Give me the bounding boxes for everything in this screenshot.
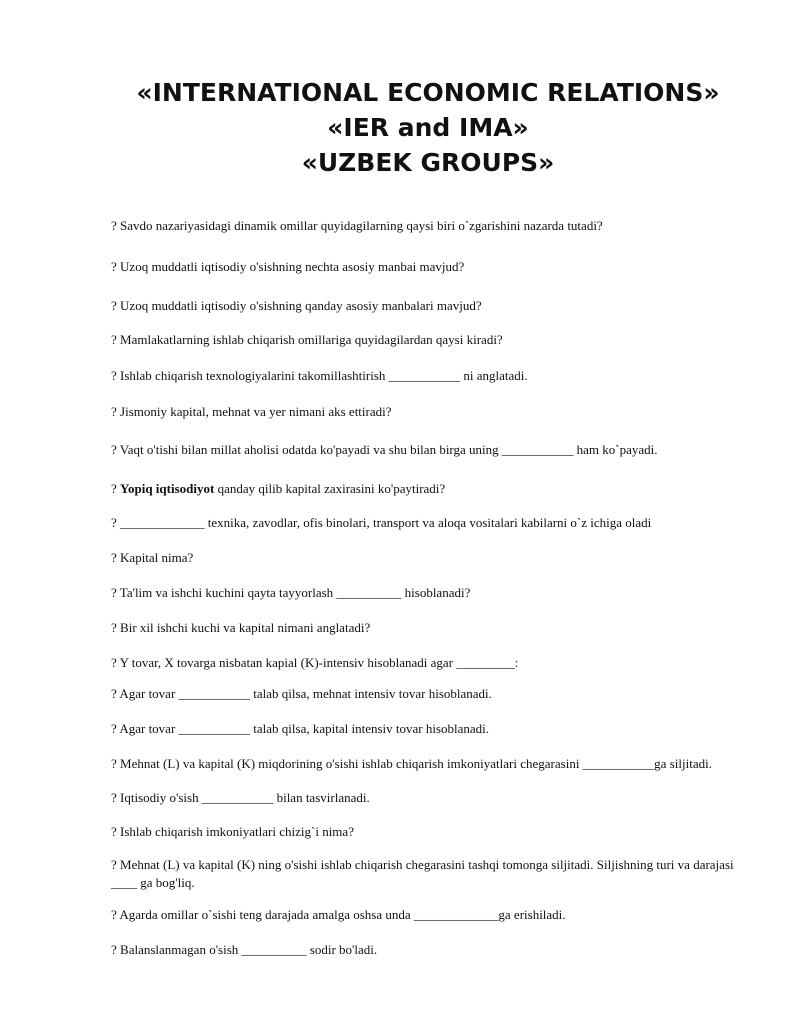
question-text: Iqtisodiy o'sish ___________ bilan tasvirlanadi.: [120, 790, 370, 805]
question-text: Ta'lim va ishchi kuchini qayta tayyorlash __________ hisoblanadi?: [119, 585, 471, 600]
question-item: [111, 403, 751, 421]
question-mark: ?: [111, 404, 117, 419]
question-item: [111, 584, 751, 602]
question-mark: ?: [111, 790, 117, 805]
question-item: [111, 823, 751, 841]
question-item: [111, 856, 751, 892]
question-text: Ishlab chiqarish texnologiyalarini takomillashtirish ___________ ni anglatadi.: [120, 368, 528, 383]
document-title: [0, 75, 800, 180]
question-mark: ?: [111, 686, 117, 701]
question-text: Y tovar, X tovarga nisbatan kapial (K)-intensiv hisoblanadi agar _________:: [119, 655, 519, 670]
question-item: [111, 441, 751, 459]
question-text: Mehnat (L) va kapital (K) ning o'sishi ishlab chiqarish chegarasini tashqi tomonga siljitadi. Siljishning turi va darajasi ____ ga bog'liq.: [111, 857, 734, 890]
question-text: qanday qilib kapital zaxirasini ko'paytiradi?: [214, 481, 446, 496]
question-mark: ?: [111, 824, 117, 839]
question-item: [111, 367, 751, 385]
question-item: [111, 217, 751, 235]
question-item: [111, 331, 751, 349]
question-item: [111, 480, 751, 498]
question-item: [111, 297, 751, 315]
question-text: Vaqt o'tishi bilan millat aholisi odatda ko'payadi va shu bilan birga uning ___________ ham ko`payadi.: [119, 442, 658, 457]
title-line-2: «IER and IMA»: [327, 113, 529, 142]
question-text: _____________ texnika, zavodlar, ofis binolari, transport va aloqa vositalari kabilarni o`z ichiga oladi: [120, 515, 652, 530]
question-text: Mehnat (L) va kapital (K) miqdorining o'sishi ishlab chiqarish imkoniyatlari chegarasini ___________ga siljitadi.: [120, 756, 712, 771]
question-mark: ?: [111, 550, 117, 565]
question-item: [111, 941, 751, 959]
question-item: [111, 619, 751, 637]
question-text: Bir xil ishchi kuchi va kapital nimani anglatadi?: [120, 620, 371, 635]
question-mark: ?: [111, 218, 117, 233]
question-mark: ?: [111, 515, 117, 530]
question-mark: ?: [111, 620, 117, 635]
question-item: [111, 685, 751, 703]
title-line-1: «INTERNATIONAL ECONOMIC RELATIONS»: [136, 78, 720, 107]
question-mark: ?: [111, 585, 117, 600]
question-mark: ?: [111, 857, 117, 872]
question-text: Agarda omillar o`sishi teng darajada amalga oshsa unda _____________ga erishiladi.: [119, 907, 566, 922]
question-mark: ?: [111, 442, 117, 457]
question-item: [111, 789, 751, 807]
question-text: Mamlakatlarning ishlab chiqarish omillariga quyidagilardan qaysi kiradi?: [120, 332, 503, 347]
question-bold-term: Yopiq iqtisodiyot: [120, 481, 215, 496]
question-mark: ?: [111, 721, 117, 736]
question-item: [111, 720, 751, 738]
question-mark: ?: [111, 655, 117, 670]
question-text: Agar tovar ___________ talab qilsa, kapital intensiv tovar hisoblanadi.: [119, 721, 490, 736]
question-text: Jismoniy kapital, mehnat va yer nimani aks ettiradi?: [120, 404, 392, 419]
question-mark: ?: [111, 332, 117, 347]
question-text: Agar tovar ___________ talab qilsa, mehnat intensiv tovar hisoblanadi.: [119, 686, 492, 701]
question-item: [111, 514, 751, 532]
question-item: [111, 906, 751, 924]
question-item: [111, 755, 751, 773]
question-mark: ?: [111, 481, 117, 496]
question-item: [111, 654, 751, 672]
question-text: Kapital nima?: [120, 550, 194, 565]
question-mark: ?: [111, 942, 117, 957]
question-text: Uzoq muddatli iqtisodiy o'sishning qanday asosiy manbalari mavjud?: [120, 298, 482, 313]
question-mark: ?: [111, 907, 117, 922]
question-item: [111, 258, 751, 276]
question-mark: ?: [111, 756, 117, 771]
question-text: Savdo nazariyasidagi dinamik omillar quyidagilarning qaysi biri o`zgarishini nazarda tutadi?: [120, 218, 603, 233]
question-mark: ?: [111, 298, 117, 313]
question-item: [111, 549, 751, 567]
question-mark: ?: [111, 259, 117, 274]
question-mark: ?: [111, 368, 117, 383]
title-line-3: «UZBEK GROUPS»: [301, 148, 555, 177]
question-text: Balanslanmagan o'sish __________ sodir bo'ladi.: [120, 942, 378, 957]
question-text: Uzoq muddatli iqtisodiy o'sishning nechta asosiy manbai mavjud?: [120, 259, 465, 274]
question-text: Ishlab chiqarish imkoniyatlari chizig`i nima?: [120, 824, 354, 839]
